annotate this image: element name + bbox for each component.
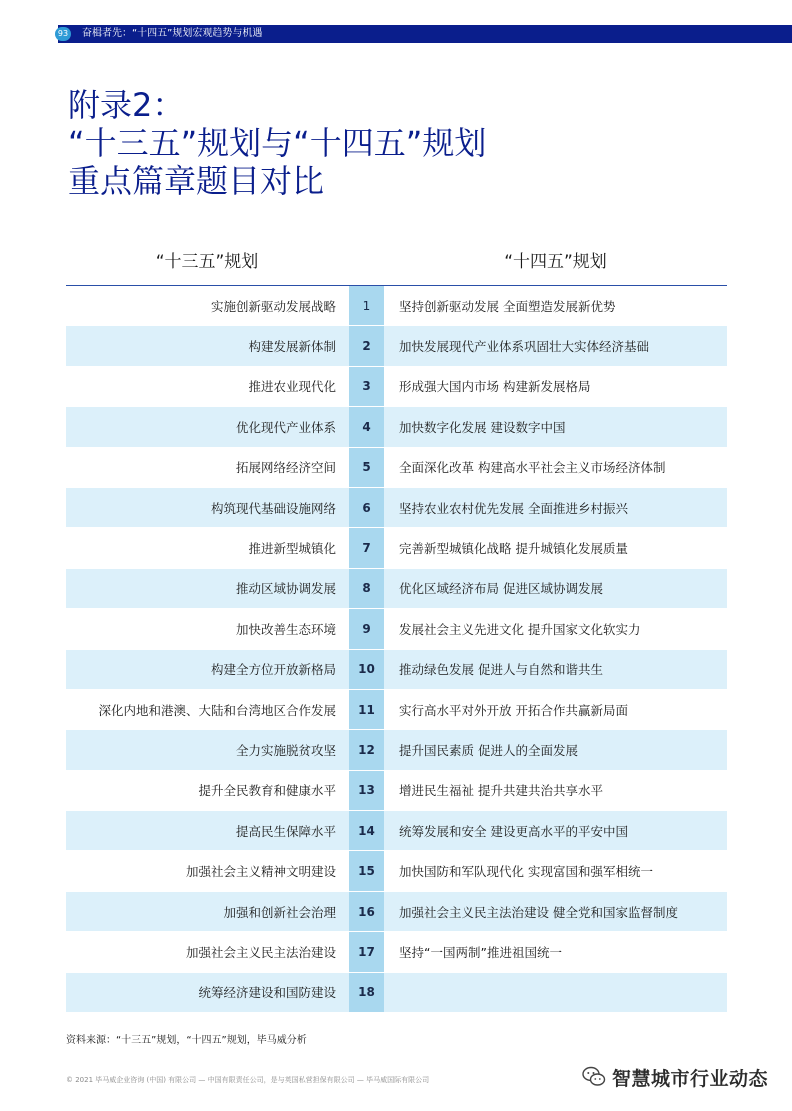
cell-13th-plan: 推进农业现代化 xyxy=(248,379,336,395)
cell-14th-plan: 全面深化改革 构建高水平社会主义市场经济体制 xyxy=(399,460,666,476)
cell-14th-plan: 加快国防和军队现代化 实现富国和强军相统一 xyxy=(399,864,653,880)
table-row xyxy=(66,932,727,972)
comparison-table xyxy=(66,285,727,1013)
cell-14th-plan: 推动绿色发展 促进人与自然和谐共生 xyxy=(399,662,603,678)
title-line: “十三五”规划与“十四五”规划 xyxy=(68,124,487,162)
title-line: 附录2： xyxy=(68,86,185,124)
cell-14th-plan: 坚持“一国两制”推进祖国统一 xyxy=(399,944,562,960)
cell-13th-plan: 统筹经济建设和国防建设 xyxy=(198,985,336,1001)
cell-chapter-number: 16 xyxy=(349,892,384,931)
cell-chapter-number: 1 xyxy=(349,286,384,325)
cell-13th-plan: 推进新型城镇化 xyxy=(248,541,336,557)
cell-14th-plan: 提升国民素质 促进人的全面发展 xyxy=(399,742,578,758)
cell-13th-plan: 深化内地和港澳、大陆和台湾地区合作发展 xyxy=(98,702,336,718)
cell-chapter-number: 7 xyxy=(349,528,384,567)
cell-chapter-number: 11 xyxy=(349,690,384,729)
cell-chapter-number: 3 xyxy=(349,367,384,406)
cell-13th-plan: 全力实施脱贫攻坚 xyxy=(235,742,336,758)
cell-chapter-number: 12 xyxy=(349,730,384,769)
table-row xyxy=(66,690,727,730)
cell-13th-plan: 加强社会主义民主法治建设 xyxy=(185,944,336,960)
cell-14th-plan: 统筹发展和安全 建设更高水平的平安中国 xyxy=(399,823,628,839)
cell-chapter-number: 5 xyxy=(349,448,384,487)
cell-13th-plan: 推动区域协调发展 xyxy=(235,581,336,597)
table-row xyxy=(66,609,727,649)
cell-13th-plan: 加强和创新社会治理 xyxy=(223,904,336,920)
cell-chapter-number: 10 xyxy=(349,650,384,689)
cell-chapter-number: 18 xyxy=(349,973,384,1012)
table-row xyxy=(66,569,727,609)
cell-14th-plan: 加快发展现代产业体系巩固壮大实体经济基础 xyxy=(399,339,650,355)
wechat-icon xyxy=(582,1066,606,1088)
footer-copyright: © 2021 毕马威企业咨询 (中国) 有限公司 — 中国有限责任公司，是与英国私营担保有限公司 — 毕马威国际有限公司 xyxy=(66,1076,430,1084)
table-row xyxy=(66,286,727,326)
cell-chapter-number: 4 xyxy=(349,407,384,446)
cell-chapter-number: 9 xyxy=(349,609,384,648)
cell-chapter-number: 6 xyxy=(349,488,384,527)
cell-13th-plan: 实施创新驱动发展战略 xyxy=(210,298,336,314)
cell-13th-plan: 提高民生保障水平 xyxy=(235,823,336,839)
column-header-13th-plan: “十三五”规划 xyxy=(155,252,259,272)
cell-chapter-number: 13 xyxy=(349,771,384,810)
cell-13th-plan: 构建发展新体制 xyxy=(248,339,336,355)
cell-14th-plan: 坚持农业农村优先发展 全面推进乡村振兴 xyxy=(399,500,628,516)
cell-13th-plan: 提升全民教育和健康水平 xyxy=(198,783,336,799)
source-note: 资料来源：“十三五”规划，“十四五”规划，毕马威分析 xyxy=(66,1035,307,1046)
table-row xyxy=(66,973,727,1013)
cell-chapter-number: 15 xyxy=(349,851,384,890)
cell-14th-plan: 实行高水平对外开放 开拓合作共赢新局面 xyxy=(399,702,628,718)
cell-13th-plan: 拓展网络经济空间 xyxy=(235,460,336,476)
cell-13th-plan: 优化现代产业体系 xyxy=(235,419,336,435)
cell-14th-plan: 坚持创新驱动发展 全面塑造发展新优势 xyxy=(399,298,616,314)
cell-14th-plan: 发展社会主义先进文化 提升国家文化软实力 xyxy=(399,621,641,637)
watermark xyxy=(582,1063,768,1091)
cell-13th-plan: 构筑现代基础设施网络 xyxy=(210,500,336,516)
table-row xyxy=(66,730,727,770)
table-row xyxy=(66,326,727,366)
table-row xyxy=(66,367,727,407)
table-row xyxy=(66,528,727,568)
cell-14th-plan: 优化区域经济布局 促进区域协调发展 xyxy=(399,581,603,597)
header-title: 奋楫者先：“十四五”规划宏观趋势与机遇 xyxy=(82,28,263,39)
cell-14th-plan: 形成强大国内市场 构建新发展格局 xyxy=(399,379,591,395)
table-row xyxy=(66,488,727,528)
cell-14th-plan: 加快数字化发展 建设数字中国 xyxy=(399,419,566,435)
cell-chapter-number: 14 xyxy=(349,811,384,850)
cell-14th-plan: 完善新型城镇化战略 提升城镇化发展质量 xyxy=(399,541,628,557)
table-row xyxy=(66,771,727,811)
cell-14th-plan xyxy=(399,973,719,1012)
cell-chapter-number: 17 xyxy=(349,932,384,971)
cell-13th-plan: 加强社会主义精神文明建设 xyxy=(185,864,336,880)
cell-13th-plan: 构建全方位开放新格局 xyxy=(210,662,336,678)
page-title xyxy=(68,86,486,200)
table-row xyxy=(66,851,727,891)
watermark-text: 智慧城市行业动态 xyxy=(612,1067,769,1090)
column-header-14th-plan: “十四五”规划 xyxy=(504,252,607,272)
table-row xyxy=(66,892,727,932)
cell-13th-plan: 加快改善生态环境 xyxy=(235,621,336,637)
cell-14th-plan: 加强社会主义民主法治建设 健全党和国家监督制度 xyxy=(399,904,678,920)
table-row xyxy=(66,407,727,447)
cell-chapter-number: 2 xyxy=(349,326,384,365)
cell-14th-plan: 增进民生福祉 提升共建共治共享水平 xyxy=(399,783,603,799)
table-row xyxy=(66,650,727,690)
table-row xyxy=(66,811,727,851)
page-number-badge: 93 xyxy=(55,27,71,41)
cell-chapter-number: 8 xyxy=(349,569,384,608)
table-row xyxy=(66,448,727,488)
title-line: 重点篇章题目对比 xyxy=(68,162,325,200)
